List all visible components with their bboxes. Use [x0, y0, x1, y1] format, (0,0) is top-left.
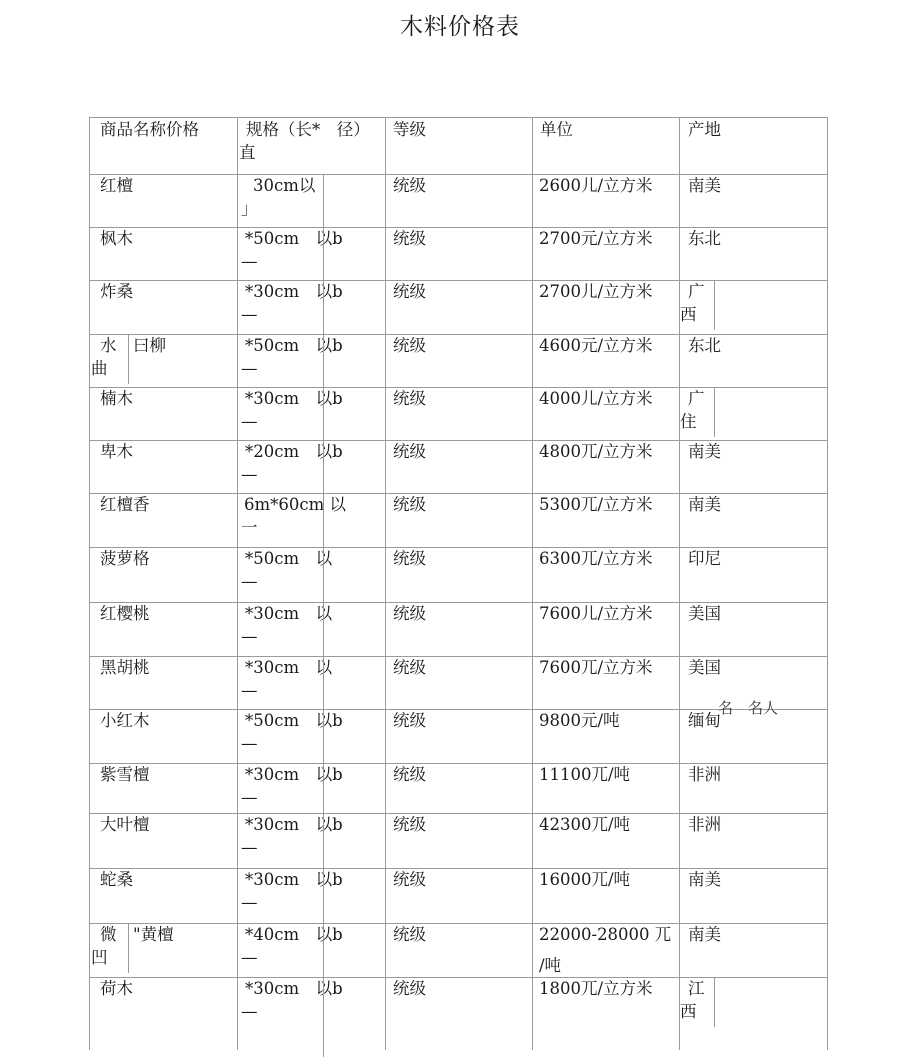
spec-line2: —	[241, 734, 258, 753]
spec-line2: —	[241, 412, 258, 431]
grade: 统级	[393, 979, 426, 998]
origin: 缅甸	[688, 711, 721, 730]
spec-sub-divider	[323, 977, 324, 1057]
unit-price: 4000儿/立方米	[539, 389, 653, 408]
origin: 非洲	[688, 765, 721, 784]
spec: *30cm 以b	[245, 765, 343, 784]
table-row	[90, 280, 829, 334]
table-row	[90, 813, 829, 868]
product-name: 红樱桃	[100, 604, 150, 623]
origin-line2: 住	[680, 412, 697, 431]
price-table	[89, 117, 828, 1050]
grade: 统级	[393, 336, 426, 355]
header-spec-line2: 直	[239, 143, 256, 162]
spec-line2: —	[241, 893, 258, 912]
unit-price: 2600儿/立方米	[539, 176, 653, 195]
origin: 南美	[688, 925, 721, 944]
spec-line2: —	[241, 465, 258, 484]
origin-sub-divider	[714, 280, 715, 330]
origin-line2: 西	[680, 305, 697, 324]
page-title: 木料价格表	[400, 14, 520, 40]
origin: 南美	[688, 495, 721, 514]
header-grade: 等级	[393, 120, 426, 139]
spec-line2: —	[241, 788, 258, 807]
unit-price: 4800兀/立方米	[539, 442, 653, 461]
unit-price: 22000-28000 兀	[539, 925, 672, 944]
unit-price-line2: /吨	[539, 956, 562, 975]
spec: *40cm 以b	[245, 925, 343, 944]
spec-sub-divider	[323, 493, 324, 547]
unit-price: 2700儿/立方米	[539, 282, 653, 301]
unit-price: 5300兀/立方米	[539, 495, 653, 514]
spec-line2: —	[241, 681, 258, 700]
table-row	[90, 387, 829, 440]
origin: 南美	[688, 442, 721, 461]
spec: *50cm 以b	[245, 229, 343, 248]
spec: *50cm 以	[245, 549, 333, 568]
spec: *30cm 以b	[245, 389, 343, 408]
table-row	[90, 977, 829, 1057]
table-row	[90, 547, 829, 602]
product-name: 荷木	[100, 979, 133, 998]
spec-line2: —	[241, 359, 258, 378]
grade: 统级	[393, 765, 426, 784]
product-name: 黑胡桃	[100, 658, 150, 677]
table-row	[90, 763, 829, 813]
table-row	[90, 923, 829, 977]
spec-line2: —	[241, 252, 258, 271]
table-row	[90, 440, 829, 493]
header-spec: 规格（长* 径）	[246, 120, 370, 139]
spec-sub-divider	[323, 547, 324, 602]
unit-price: 42300兀/吨	[539, 815, 631, 834]
origin: 广	[688, 282, 705, 301]
origin-sub-divider	[714, 977, 715, 1027]
origin: 印尼	[688, 549, 721, 568]
spec-sub-divider	[323, 709, 324, 763]
origin: 南美	[688, 176, 721, 195]
spec-sub-divider	[323, 656, 324, 709]
spec-sub-divider	[323, 227, 324, 280]
spec: 30cm以	[253, 176, 316, 195]
header-unit: 单位	[540, 120, 573, 139]
spec-sub-divider	[323, 334, 324, 387]
product-name: 菠萝格	[100, 549, 150, 568]
spec-sub-divider	[323, 280, 324, 334]
spec: *50cm 以b	[245, 336, 343, 355]
table-row	[90, 174, 829, 227]
grade: 统级	[393, 658, 426, 677]
product-name: 蛇桑	[100, 870, 133, 889]
spec-line2: —	[241, 948, 258, 967]
unit-price: 1800兀/立方米	[539, 979, 653, 998]
unit-price: 16000兀/吨	[539, 870, 631, 889]
product-name: 红檀香	[100, 495, 150, 514]
product-name: 微 "黄檀	[100, 925, 174, 944]
name-sub-divider	[128, 923, 129, 973]
origin-sub-divider	[714, 387, 715, 437]
grade: 统级	[393, 282, 426, 301]
grade: 统级	[393, 389, 426, 408]
table-row	[90, 334, 829, 387]
grade: 统级	[393, 229, 426, 248]
product-name: 卑木	[100, 442, 133, 461]
grade: 统级	[393, 495, 426, 514]
product-name: 枫木	[100, 229, 133, 248]
spec: *30cm 以b	[245, 870, 343, 889]
spec-line2: —	[241, 627, 258, 646]
unit-price: 7600儿/立方米	[539, 604, 653, 623]
spec: *30cm 以	[245, 658, 333, 677]
product-name: 大叶檀	[100, 815, 150, 834]
spec-sub-divider	[323, 763, 324, 813]
unit-price: 11100兀/吨	[539, 765, 631, 784]
spec: 6m*60cm 以	[244, 495, 347, 514]
product-name: 水 曰柳	[100, 336, 166, 355]
spec: *30cm 以	[245, 604, 333, 623]
unit-price: 9800元/吨	[539, 711, 620, 730]
spec: *30cm 以b	[245, 979, 343, 998]
product-name: 红檀	[100, 176, 133, 195]
unit-price: 6300兀/立方米	[539, 549, 653, 568]
spec-line2: —	[241, 305, 258, 324]
product-name-line2: 曲	[91, 359, 108, 378]
origin: 广	[688, 389, 705, 408]
product-name: 楠木	[100, 389, 133, 408]
spec: *30cm 以b	[245, 282, 343, 301]
grade: 统级	[393, 870, 426, 889]
header-origin: 产地	[688, 120, 721, 139]
grade: 统级	[393, 176, 426, 195]
table-row	[90, 227, 829, 280]
table-header	[90, 118, 829, 174]
spec-sub-divider	[323, 868, 324, 923]
grade: 统级	[393, 442, 426, 461]
name-sub-divider	[128, 334, 129, 384]
spec: *30cm 以b	[245, 815, 343, 834]
product-name: 小红木	[100, 711, 150, 730]
spec-sub-divider	[323, 923, 324, 977]
grade: 统级	[393, 604, 426, 623]
origin-line2: 西	[680, 1002, 697, 1021]
spec-line2: 一	[241, 518, 258, 537]
spec-sub-divider	[323, 813, 324, 868]
origin: 美国	[688, 604, 721, 623]
grade: 统级	[393, 549, 426, 568]
header-name: 商品名称价格	[100, 120, 199, 139]
origin: 非洲	[688, 815, 721, 834]
unit-price: 2700元/立方米	[539, 229, 653, 248]
origin: 江	[688, 979, 705, 998]
product-name-line2: 凹	[91, 948, 108, 967]
stray-text: 名 名人	[718, 699, 779, 717]
spec: *50cm 以b	[245, 711, 343, 730]
spec-line2: —	[241, 1002, 258, 1021]
spec-line2: —	[241, 572, 258, 591]
product-name: 紫雪檀	[100, 765, 150, 784]
spec: *20cm 以b	[245, 442, 343, 461]
spec-line2: —	[241, 838, 258, 857]
spec-sub-divider	[323, 174, 324, 227]
origin: 美国	[688, 658, 721, 677]
table-row	[90, 868, 829, 923]
spec-sub-divider	[323, 440, 324, 493]
origin: 南美	[688, 870, 721, 889]
spec-sub-divider	[323, 387, 324, 440]
origin: 东北	[688, 336, 721, 355]
table-row	[90, 493, 829, 547]
unit-price: 7600兀/立方米	[539, 658, 653, 677]
origin: 东北	[688, 229, 721, 248]
spec-sub-divider	[323, 602, 324, 656]
spec-line2: 」	[241, 199, 258, 218]
unit-price: 4600元/立方米	[539, 336, 653, 355]
grade: 统级	[393, 815, 426, 834]
grade: 统级	[393, 711, 426, 730]
product-name: 炸桑	[100, 282, 133, 301]
grade: 统级	[393, 925, 426, 944]
table-row	[90, 602, 829, 656]
